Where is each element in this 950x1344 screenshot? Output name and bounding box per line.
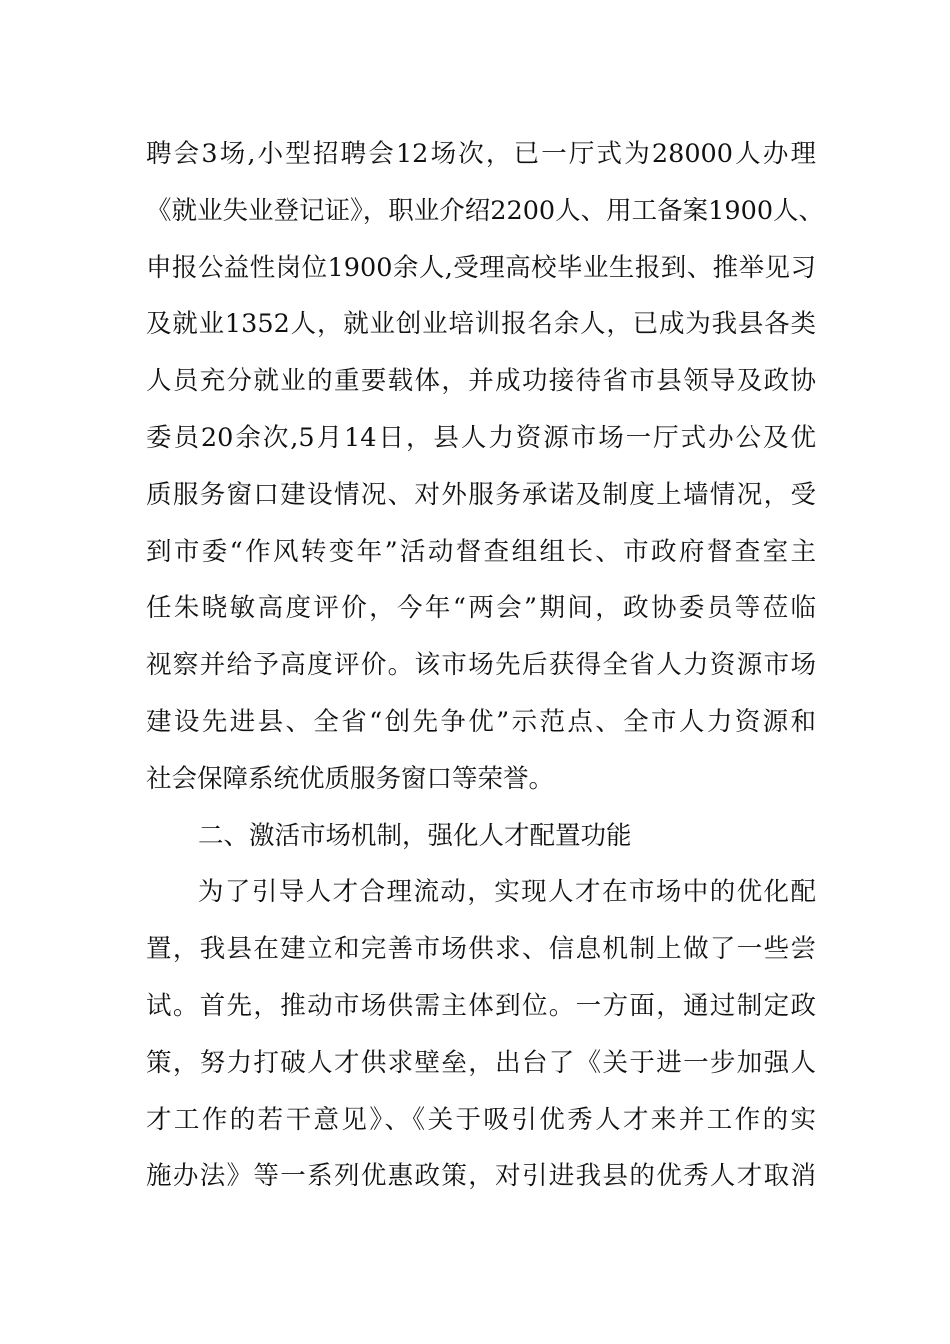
text-line: 置，我县在建立和完善市场供求、信息机制上做了一些尝 [146, 934, 816, 965]
text-line: 视察并给予高度评价。该市场先后获得全省人力资源市场 [146, 650, 816, 681]
text-line: 到市委“作风转变年”活动督查组组长、市政府督查室主 [146, 536, 816, 567]
text-line: 施办法》等一系列优惠政策，对引进我县的优秀人才取消 [146, 1161, 816, 1192]
text-line: 《就业失业登记证》，职业介绍2200人、用工备案1900人、 [146, 195, 825, 226]
text-line: 聘会3场,小型招聘会12场次，已一厅式为28000人办理 [146, 139, 816, 169]
text-line: 试。首先，推动市场供需主体到位。一方面，通过制定政 [146, 990, 816, 1021]
body-text [146, 126, 825, 1205]
text-line: 申报公益性岗位1900余人,受理高校毕业生报到、推举见习 [146, 252, 816, 283]
text-line: 才工作的若干意见》、《关于吸引优秀人才来并工作的实 [146, 1104, 816, 1135]
text-line: 策，努力打破人才供求壁垒，出台了《关于进一步加强人 [146, 1047, 816, 1078]
text-line: 人员充分就业的重要载体，并成功接待省市县领导及政协 [146, 366, 816, 397]
section-heading: 二、激活市场机制，强化人才配置功能 [198, 820, 632, 851]
text-line: 及就业1352人，就业创业培训报名余人，已成为我县各类 [146, 309, 816, 340]
text-line: 质服务窗口建设情况、对外服务承诺及制度上墙情况，受 [146, 479, 816, 510]
text-line: 任朱晓敏高度评价，今年“两会”期间，政协委员等莅临 [146, 593, 816, 624]
paragraph-first-line: 为了引导人才合理流动，实现人才在市场中的优化配 [198, 877, 816, 908]
text-line: 建设先进县、全省“创先争优”示范点、全市人力资源和 [146, 706, 816, 737]
paragraph-end-line: 社会保障系统优质服务窗口等荣誉。 [146, 763, 555, 794]
text-line: 委员20余次,5月14日，县人力资源市场一厅式办公及优 [146, 422, 816, 453]
